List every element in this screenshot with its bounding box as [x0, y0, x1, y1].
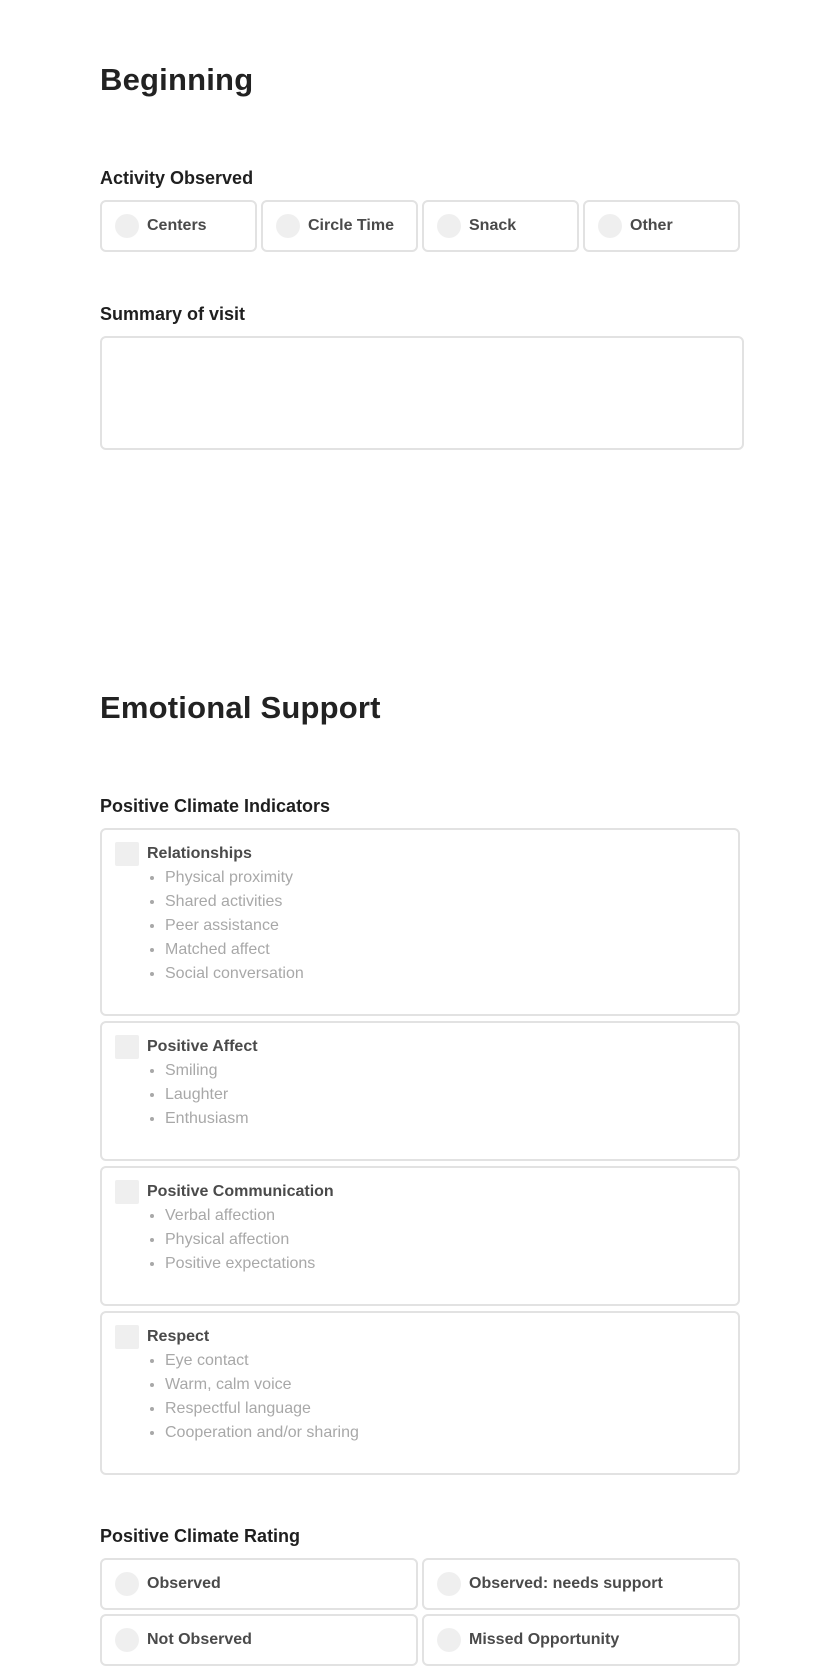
radio-circle-icon	[437, 1572, 461, 1596]
activity-option-label: Circle Time	[308, 217, 394, 234]
indicator-item: • Matched affect	[165, 938, 725, 962]
indicator-card-positive-communication[interactable]	[100, 1166, 740, 1306]
rating-option-label: Observed	[147, 1575, 221, 1592]
positive-climate-indicators-label: Positive Climate Indicators	[100, 796, 331, 816]
indicator-title: Positive Communication	[147, 1183, 334, 1200]
indicator-item: • Physical affection	[165, 1228, 725, 1252]
indicator-title: Relationships	[147, 845, 252, 862]
activity-option-label: Snack	[469, 217, 517, 234]
indicator-item: • Verbal affection	[165, 1204, 725, 1228]
checkbox-square-icon[interactable]	[115, 842, 139, 866]
radio-circle-icon	[115, 214, 139, 238]
activity-observed-label: Activity Observed	[100, 168, 254, 188]
indicator-list	[102, 1059, 725, 1131]
rating-option-observed-needs-support[interactable]	[422, 1558, 740, 1610]
activity-option-snack[interactable]	[422, 200, 579, 252]
indicator-item: • Social conversation	[165, 962, 725, 986]
indicator-card-respect[interactable]	[100, 1311, 740, 1475]
checkbox-square-icon[interactable]	[115, 1035, 139, 1059]
indicator-item: • Laughter	[165, 1083, 725, 1107]
rating-option-not-observed[interactable]	[100, 1614, 418, 1666]
radio-circle-icon	[598, 214, 622, 238]
rating-option-label: Missed Opportunity	[469, 1631, 620, 1648]
summary-of-visit-textarea[interactable]	[100, 336, 744, 450]
checkbox-square-icon[interactable]	[115, 1325, 139, 1349]
activity-option-circle-time[interactable]	[261, 200, 418, 252]
rating-option-missed-opportunity[interactable]	[422, 1614, 740, 1666]
radio-circle-icon	[276, 214, 300, 238]
radio-circle-icon	[115, 1628, 139, 1652]
radio-circle-icon	[437, 1628, 461, 1652]
activity-option-centers[interactable]	[100, 200, 257, 252]
activity-option-other[interactable]	[583, 200, 740, 252]
checkbox-square-icon[interactable]	[115, 1180, 139, 1204]
indicator-list	[102, 1204, 725, 1276]
rating-option-label: Observed: needs support	[469, 1575, 663, 1592]
rating-option-observed[interactable]	[100, 1558, 418, 1610]
indicator-card-positive-affect[interactable]	[100, 1021, 740, 1161]
activity-option-label: Other	[630, 217, 673, 234]
indicator-list	[102, 1349, 725, 1445]
indicator-item: • Warm, calm voice	[165, 1373, 725, 1397]
section-title-emotional-support: Emotional Support	[100, 690, 381, 725]
indicator-item: • Respectful language	[165, 1397, 725, 1421]
indicator-item: • Positive expectations	[165, 1252, 725, 1276]
indicator-list	[102, 866, 725, 986]
indicator-item: • Shared activities	[165, 890, 725, 914]
activity-option-label: Centers	[147, 217, 207, 234]
summary-of-visit-label: Summary of visit	[100, 304, 246, 324]
indicator-item: • Physical proximity	[165, 866, 725, 890]
indicator-title: Respect	[147, 1328, 210, 1345]
indicator-item: • Eye contact	[165, 1349, 725, 1373]
radio-circle-icon	[437, 214, 461, 238]
radio-circle-icon	[115, 1572, 139, 1596]
indicator-title: Positive Affect	[147, 1038, 258, 1055]
section-title-beginning: Beginning	[100, 62, 254, 97]
indicator-item: • Cooperation and/or sharing	[165, 1421, 725, 1445]
indicator-card-relationships[interactable]	[100, 828, 740, 1016]
indicator-item: • Smiling	[165, 1059, 725, 1083]
indicator-item: • Enthusiasm	[165, 1107, 725, 1131]
rating-option-label: Not Observed	[147, 1631, 252, 1648]
indicator-item: • Peer assistance	[165, 914, 725, 938]
positive-climate-rating-label: Positive Climate Rating	[100, 1526, 301, 1546]
